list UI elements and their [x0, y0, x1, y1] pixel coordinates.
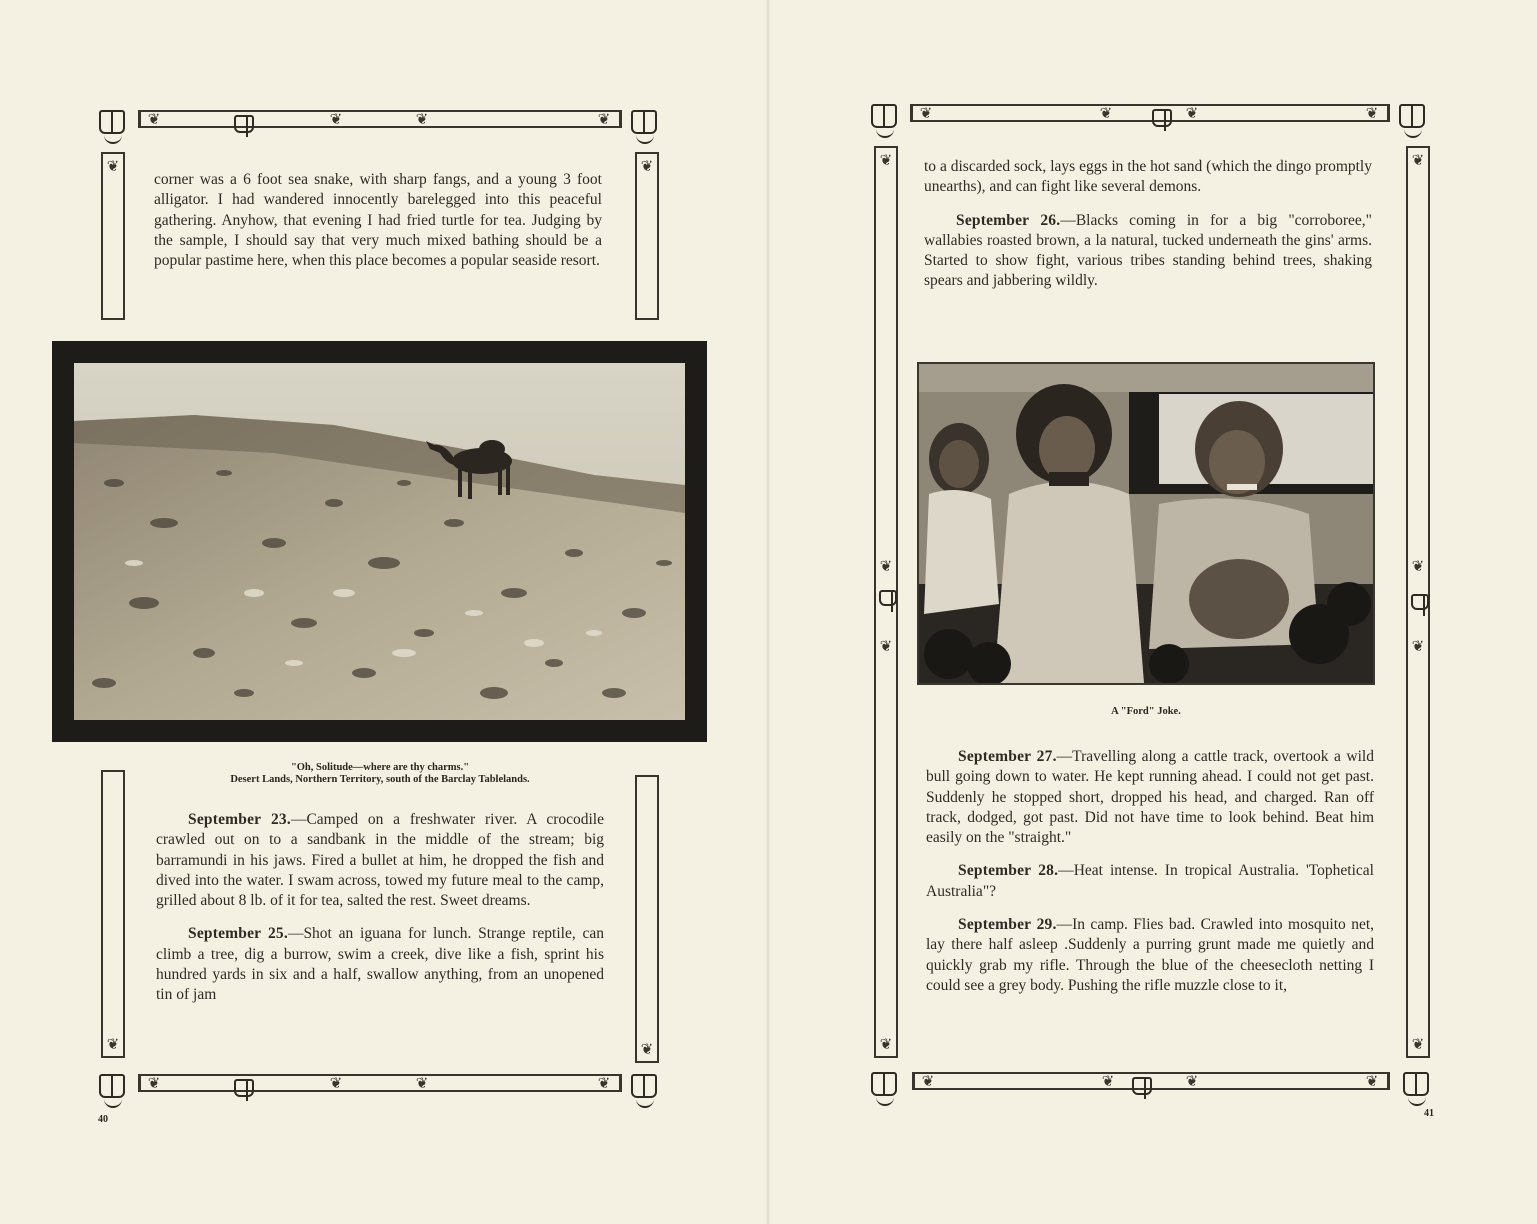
leaf-ornament-icon: ❦: [415, 110, 429, 128]
ornamental-rule-bottom: [138, 1074, 622, 1092]
book-ornament-icon: [1128, 1075, 1154, 1101]
ornamental-rule-top: [138, 110, 622, 128]
left-entries: [156, 810, 604, 1019]
leaf-ornament-icon: ❦: [919, 104, 933, 122]
children-photo: [919, 364, 1373, 683]
diary-entry: [926, 861, 1374, 902]
book-ornament-icon: [96, 106, 130, 144]
leaf-ornament-icon: ❦: [1185, 1072, 1199, 1090]
book-ornament-icon: [1396, 100, 1430, 138]
caption-line-1: "Oh, Solitude—where are thy charms.": [290, 762, 470, 773]
entry-date: September 27.: [958, 748, 1057, 765]
left-top-paragraph: [154, 170, 602, 284]
page-number: 41: [1424, 1108, 1434, 1119]
leaf-ornament-icon: ❦: [1411, 557, 1425, 575]
desert-photo-frame: [52, 341, 707, 742]
leaf-ornament-icon: ❦: [1101, 1072, 1115, 1090]
leaf-ornament-icon: ❦: [1411, 637, 1425, 655]
entry-text: —Heat intense. In tropical Australia. 'Tophetical Australia"?: [926, 862, 1374, 900]
leaf-ornament-icon: ❦: [415, 1074, 429, 1092]
leaf-ornament-icon: ❦: [106, 1035, 120, 1053]
book-ornament-icon: [96, 1070, 130, 1108]
children-image: [919, 364, 1373, 683]
entry-date: September 26.: [956, 211, 1061, 229]
book-ornament-icon: [876, 588, 900, 612]
entry-text: —Travelling along a cattle track, overtook a wild bull going down to water. He kept running ahead. I could not get past. Suddenly he stopped short, dropped his head, and charged. Ran off track, dodged, got past. Did not have time to look behind. Beat him easily on the "straight.": [926, 748, 1374, 847]
leaf-ornament-icon: ❦: [879, 637, 893, 655]
left-page: [0, 0, 768, 1224]
leaf-ornament-icon: ❦: [879, 1035, 893, 1053]
diary-entry: [156, 810, 604, 911]
side-rule-right: [635, 152, 659, 320]
leaf-ornament-icon: ❦: [597, 110, 611, 128]
children-photo-caption: A "Ford" Joke.: [1111, 706, 1181, 717]
right-entries: [926, 747, 1374, 1009]
caption-line-2: Desert Lands, Northern Territory, south of the Barclay Tablelands.: [230, 774, 530, 785]
leaf-ornament-icon: ❦: [1411, 1035, 1425, 1053]
book-ornament-icon: [1400, 1068, 1434, 1106]
entry-date: September 25.: [188, 925, 288, 943]
leaf-ornament-icon: ❦: [1365, 104, 1379, 122]
leaf-ornament-icon: ❦: [106, 157, 120, 175]
book-ornament-icon: [230, 1077, 256, 1103]
leaf-ornament-icon: ❦: [1185, 104, 1199, 122]
side-rule-left: [101, 770, 125, 1058]
book-ornament-icon: [868, 100, 902, 138]
book-ornament-icon: [1408, 592, 1432, 616]
leaf-ornament-icon: ❦: [147, 110, 161, 128]
diary-entry: [926, 915, 1374, 996]
diary-entry: [924, 211, 1372, 292]
body-text: corner was a 6 foot sea snake, with sharp fangs, and a young 3 foot alligator. I had wandered innocently barelegged into this peaceful gathering. Anyhow, that evening I had fried turtle for tea. Judging by the sample, I should say that very much mixed bathing should be a popular pastime here, when this place becomes a popular seaside resort.: [154, 171, 602, 270]
leaf-ornament-icon: ❦: [879, 151, 893, 169]
book-ornament-icon: [868, 1068, 902, 1106]
right-page: [768, 0, 1537, 1224]
entry-date: September 28.: [958, 862, 1059, 880]
leaf-ornament-icon: ❦: [1099, 104, 1113, 122]
entry-date: September 29.: [958, 916, 1057, 934]
children-photo-frame: [917, 362, 1375, 685]
side-rule-left: [101, 152, 125, 320]
desert-camel-photo: [74, 363, 685, 720]
diary-entry: [926, 747, 1374, 848]
leaf-ornament-icon: ❦: [640, 157, 654, 175]
leaf-ornament-icon: ❦: [921, 1072, 935, 1090]
entry-text: —Camped on a freshwater river. A crocodile crawled out on to a sandbank in the middle of the stream; big barramundi in his jaws. Fired a bullet at him, he dropped the fish and dived into the water. I swam across, towed my future meal to the camp, grilled about 8 lb. of it for tea, salted the rest. Sweet dreams.: [156, 811, 604, 910]
entry-text: —Blacks coming in for a big "corroboree," wallabies roasted brown, a la natural, tucked underneath the gins' arms. Started to show fight, various tribes standing behind trees, shaking spears and jabbering wildly.: [924, 211, 1372, 290]
side-rule-right: [635, 775, 659, 1063]
leaf-ornament-icon: ❦: [879, 557, 893, 575]
leaf-ornament-icon: ❦: [1365, 1072, 1379, 1090]
book-ornament-icon: [230, 113, 256, 139]
book-ornament-icon: [628, 1070, 662, 1108]
leaf-ornament-icon: ❦: [329, 110, 343, 128]
leaf-ornament-icon: ❦: [329, 1074, 343, 1092]
desert-photo-caption: [130, 762, 630, 786]
diary-entry: [156, 924, 604, 1005]
leaf-ornament-icon: ❦: [1411, 151, 1425, 169]
leaf-ornament-icon: ❦: [640, 1040, 654, 1058]
entry-date: September 23.: [188, 811, 291, 828]
entry-text: —Shot an iguana for lunch. Strange reptile, can climb a tree, dig a burrow, swim a creek, dive like a fish, sprint his hundred yards in six and a half, swallow anything, from an unopened tin of jam: [156, 925, 604, 1004]
book-ornament-icon: [1148, 107, 1174, 133]
page-number: 40: [98, 1114, 108, 1125]
right-top-text: [924, 157, 1372, 305]
book-ornament-icon: [628, 106, 662, 144]
leaf-ornament-icon: ❦: [147, 1074, 161, 1092]
leaf-ornament-icon: ❦: [597, 1074, 611, 1092]
desert-camel-image: [74, 363, 685, 720]
body-text: to a discarded sock, lays eggs in the hot sand (which the dingo promptly unearths), and can fight like several demons.: [924, 158, 1372, 196]
entry-text: —In camp. Flies bad. Crawled into mosquito net, lay there half asleep .Suddenly a purring grunt made me quietly and quickly grab my rifle. Through the blue of the cheesecloth netting I could see a grey body. Pushing the rifle muzzle close to it,: [926, 916, 1375, 994]
